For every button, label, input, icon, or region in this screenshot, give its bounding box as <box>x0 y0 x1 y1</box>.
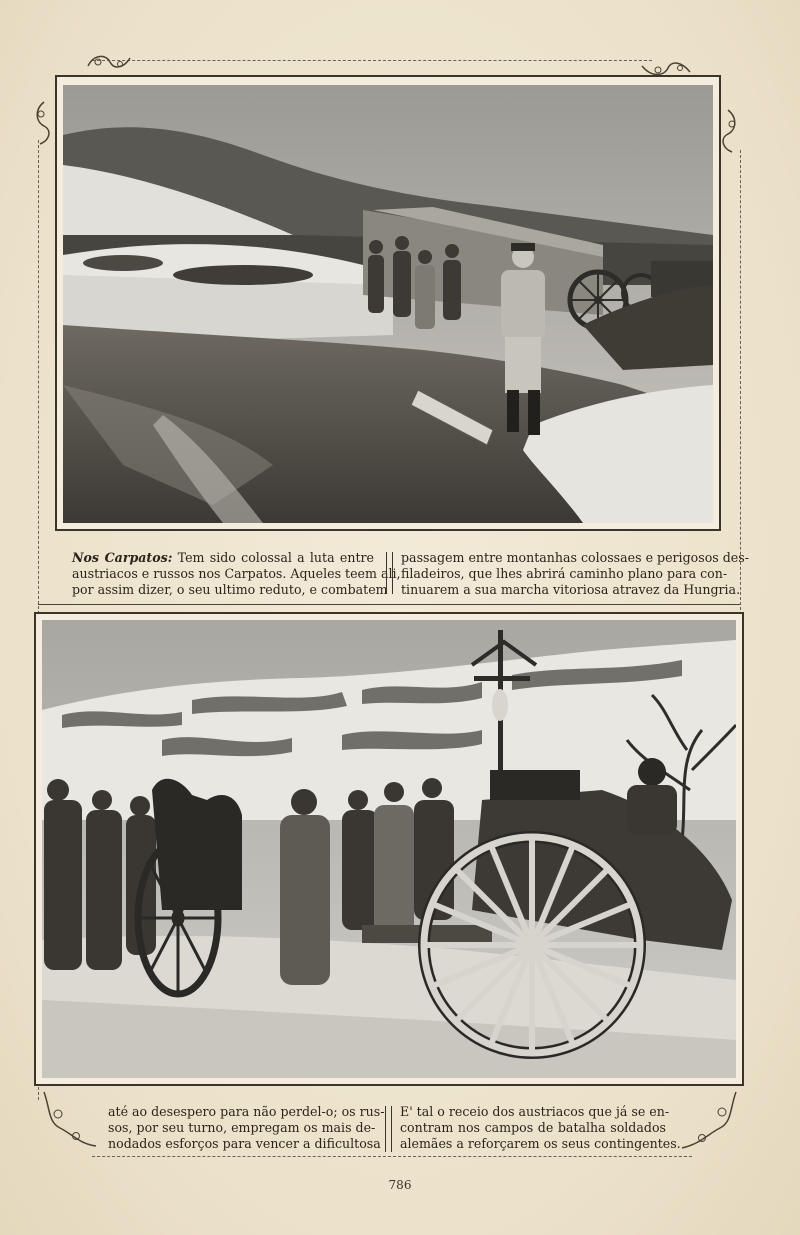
top-caption-column-divider <box>386 552 393 594</box>
bottom-caption-left-column <box>108 1104 385 1152</box>
top-caption-line-1 <box>72 550 374 566</box>
top-caption-line-3: por assim dizer, o seu ultimo reduto, e combatem <box>72 582 388 597</box>
scroll-ornament-right <box>718 108 742 154</box>
scroll-ornament-top-left <box>84 52 134 74</box>
top-caption-right-column <box>401 550 749 598</box>
top-caption-line-5: filadeiros, que lhes abrirá caminho plano para con- <box>401 566 728 581</box>
scroll-ornament-left <box>32 100 54 146</box>
decorative-border-bottom <box>92 1156 692 1157</box>
scroll-ornament-bottom-right <box>676 1088 740 1154</box>
bottom-caption-line-1: até ao desespero para não perdel-o; os rus- <box>108 1104 385 1119</box>
top-caption-title: Nos Carpatos: <box>72 550 173 565</box>
bottom-caption-line-5: contram nos campos de batalha soldados <box>400 1120 666 1135</box>
top-caption-line-2: austriacos e russos nos Carpatos. Aqueles teem ali, <box>72 566 401 581</box>
top-caption-line-4: passagem entre montanhas colossaes e perigosos des- <box>401 550 749 565</box>
decorative-border-right <box>740 150 741 610</box>
bottom-caption-column-divider <box>385 1106 392 1152</box>
decorative-border-top <box>92 60 652 61</box>
bottom-caption-right-column <box>400 1104 681 1152</box>
scroll-ornament-bottom-left <box>40 1088 100 1152</box>
page-number: 786 <box>388 1178 412 1192</box>
section-separator <box>38 604 740 605</box>
top-caption-text-1: Tem sido colossal a luta entre <box>177 550 374 565</box>
bottom-caption-line-6: alemães a reforçarem os seus contingentes. <box>400 1136 681 1151</box>
bottom-caption-line-3: nodados esforços para vencer a dificultosa <box>108 1136 381 1151</box>
bottom-caption-line-4: E' tal o receio dos austriacos que já se en- <box>400 1104 670 1119</box>
bottom-caption-line-2: sos, por seu turno, empregam os mais de- <box>108 1120 376 1135</box>
top-caption-left-column <box>72 550 401 598</box>
top-caption-line-6: tinuarem a sua marcha vitoriosa atravez da Hungria. <box>401 582 741 597</box>
bottom-photo-artillery-crucifix <box>42 620 736 1078</box>
top-photo-soldiers-snowy-camp <box>63 85 713 523</box>
